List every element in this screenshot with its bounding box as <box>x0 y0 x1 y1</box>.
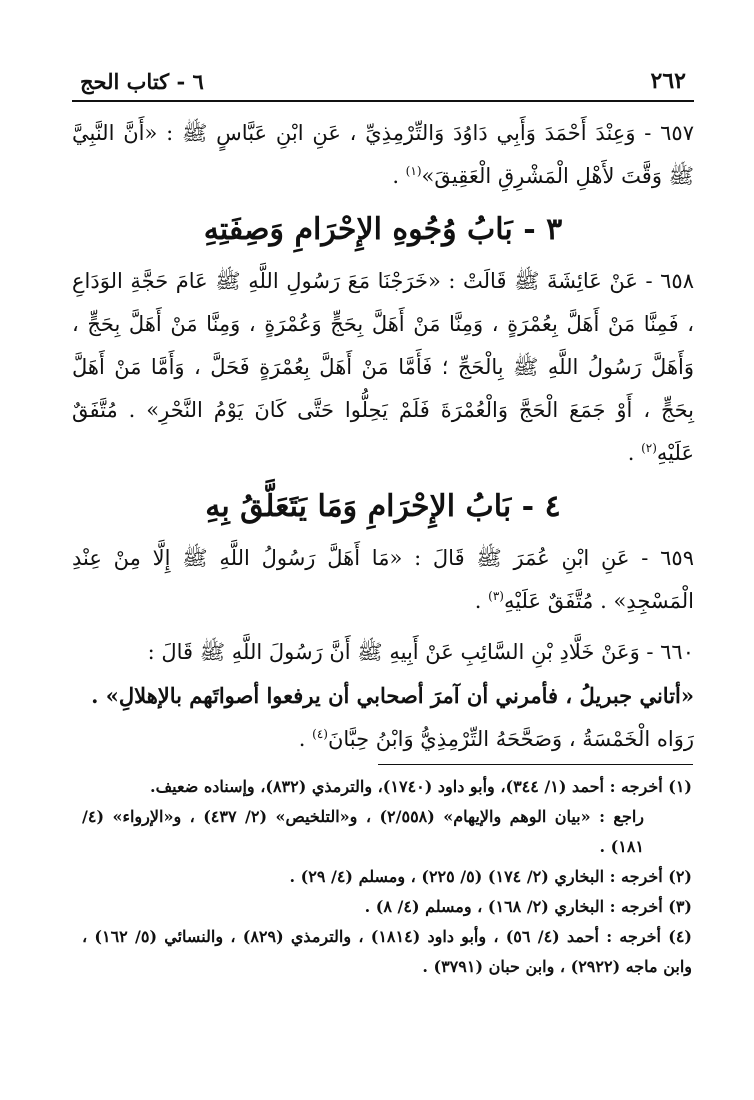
footnote-ref-2: (٢) <box>641 441 657 455</box>
running-header <box>72 58 694 102</box>
chapter-heading-4: ٤ - بَابُ الإِحْرَامِ وَمَا يَتَعَلَّقُ بِهِ <box>205 489 561 524</box>
hadith-658-end: . <box>627 441 642 465</box>
hadith-660-outro: رَوَاه الْخَمْسَةُ ، وَصَحَّحَهُ التِّرْمِذِيُّ وَابْنُ حِبَّانَ <box>327 727 694 751</box>
hadith-657-end: . <box>392 164 406 188</box>
hadith-659-end: . <box>474 589 489 613</box>
footnote-separator <box>378 764 693 765</box>
footnote-2: (٢) أخرجه : البخاري (٢/ ١٧٤) (٥/ ٢٢٥) ، ومسلم (٤/ ٢٩) . <box>289 867 692 886</box>
hadith-660 <box>72 631 694 761</box>
hadith-657 <box>72 112 694 198</box>
hadith-660-intro: ٦٦٠ - وَعَنْ خَلَّادِ بْنِ السَّائِبِ عَنْ أَبِيهِ ﷺ أَنَّ رَسُولَ اللَّهِ ﷺ قَالَ : <box>147 640 694 664</box>
page-number: ٢٦٢ <box>650 68 686 94</box>
hadith-659 <box>72 537 694 623</box>
footnote-ref-1: (١) <box>405 164 422 178</box>
hadith-658 <box>72 260 694 475</box>
footnote-3: (٣) أخرجه : البخاري (٢/ ١٦٨) ، ومسلم (٤/ ٨) . <box>364 897 692 916</box>
hadith-658-text: ٦٥٨ - عَنْ عَائِشَةَ ﷺ قَالَتْ : «خَرَجْنَا مَعَ رَسُولِ اللَّهِ ﷺ عَامَ حَجَّةِ الوَدَاعِ ، فَمِنَّا مَنْ أَهَلَّ بِعُمْرَةٍ ، وَمِنَّا مَنْ أَهَلَّ بِحَجٍّ وَعُمْرَةٍ ، وَمِنَّا مَنْ أَهَلَّ بِحَجٍّ ، وَأَهَلَّ رَسُولُ اللَّهِ ﷺ بِالْحَجِّ ؛ فَأَمَّا مَنْ أَهَلَّ بِعُمْرَةٍ فَحَلَّ ، وَأَمَّا مَنْ أَهَلَّ بِحَجٍّ ، أَوْ جَمَعَ الْحَجَّ وَالْعُمْرَةَ فَلَمْ يَحِلُّوا حَتَّى كَانَ يَوْمُ النَّحْرِ» . مُتَّفَقٌ عَلَيْهِ <box>72 269 694 465</box>
hadith-659-text: ٦٥٩ - عَنِ ابْنِ عُمَرَ ﷺ قَالَ : «مَا أَهَلَّ رَسُولُ اللَّهِ ﷺ إِلَّا مِنْ عِنْدِ الْمَسْجِدِ» . مُتَّفَقٌ عَلَيْهِ <box>72 546 694 613</box>
chapter-heading-3: ٣ - بَابُ وُجُوهِ الإِحْرَامِ وَصِفَتِهِ <box>203 212 563 247</box>
footnotes <box>82 772 692 982</box>
footnote-4: (٤) أخرجه : أحمد (٤/ ٥٦) ، وأبو داود (١٨١٤) ، والترمذي (٨٢٩) ، والنسائي (٥/ ١٦٢) ، وابن ماجه (٢٩٢٢) ، وابن حبان (٣٧٩١) . <box>82 927 692 976</box>
chapter-title: ٦ - كتاب الحج <box>80 69 204 94</box>
footnote-ref-4: (٤) <box>312 727 328 741</box>
footnote-1: (١) أخرجه : أحمد (١/ ٣٤٤)، وأبو داود (١٧٤٠)، والترمذي (٨٣٢)، وإسناده ضعيف. <box>150 777 692 796</box>
hadith-660-end: . <box>298 727 313 751</box>
footnote-1-continued: راجع : «بيان الوهم والإيهام» (٢/٥٥٨) ، و«التلخيص» (٢/ ٤٣٧) ، و«الإرواء» (٤/ ١٨١) . <box>82 807 645 856</box>
page <box>72 58 694 761</box>
hadith-660-quote: «أتاني جبريلُ ، فأمرني أن آمرَ أصحابي أن يرفعوا أصواتَهم بالإهلالِ» . <box>91 683 694 708</box>
footnote-ref-3: (٣) <box>488 589 504 603</box>
hadith-657-text: ٦٥٧ - وَعِنْدَ أَحْمَدَ وَأَبِي دَاوُدَ وَالتِّرْمِذِيِّ ، عَنِ ابْنِ عَبَّاسٍ ﷺ : «أَنَّ النَّبِيَّ ﷺ وَقَّتَ لأَهْلِ الْمَشْرِقِ الْعَقِيقَ» <box>72 121 694 188</box>
